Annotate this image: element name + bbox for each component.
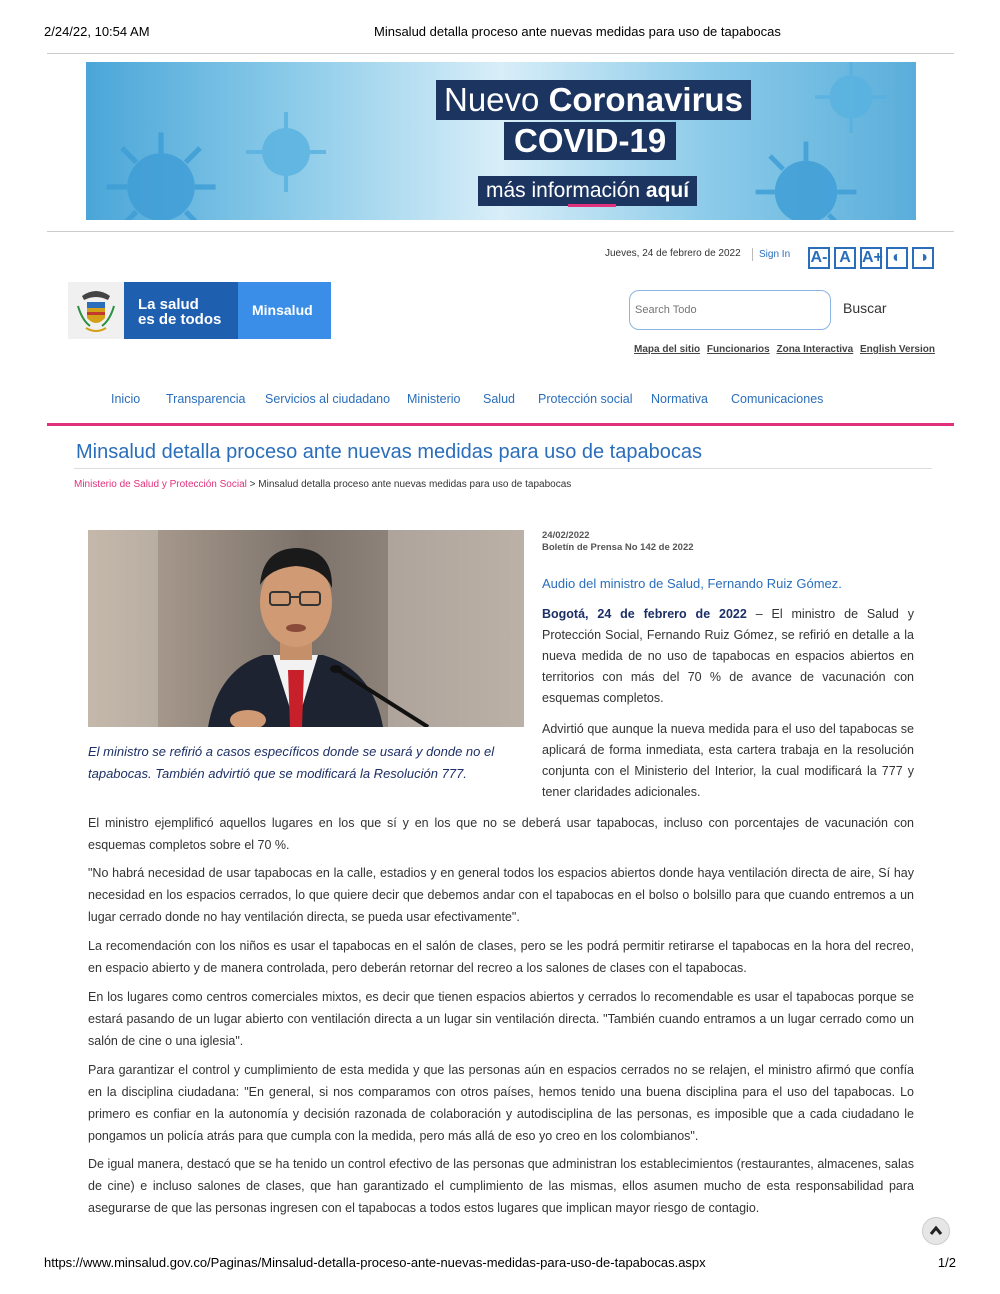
paragraph-3: El ministro ejemplificó aquellos lugares en los que sí y en los que no se deberá usar tapabocas, incluso con porcentajes de vacunación con esquemas completos sobre el 70 %. (88, 816, 914, 852)
nav-item-proteccion-social[interactable]: Protección social (538, 392, 633, 406)
chevron-up-icon[interactable] (922, 1217, 950, 1245)
logo-tagline-line-2: es de todos (138, 311, 222, 328)
print-url: https://www.minsalud.gov.co/Paginas/Minsalud-detalla-proceso-ante-nuevas-medidas-para-uso-de-tapabocas.aspx (44, 1255, 706, 1270)
audio-link[interactable]: Audio del ministro de Salud, Fernando Ruiz Gómez. (542, 576, 842, 591)
header-divider (47, 53, 954, 54)
site-logo[interactable] (68, 282, 331, 339)
virus-illustration (746, 132, 866, 220)
font-decrease-button[interactable]: A- (808, 247, 830, 269)
contrast-low-button[interactable]: ◐ (886, 247, 908, 269)
nav-item-salud[interactable]: Salud (483, 392, 515, 406)
page-title: Minsalud detalla proceso ante nuevas medidas para uso de tapabocas (76, 441, 702, 463)
font-normal-button[interactable]: A (834, 247, 856, 269)
contrast-high-button[interactable]: ◑ (912, 247, 934, 269)
nav-item-inicio[interactable]: Inicio (111, 392, 141, 406)
banner-line-3-b: aquí (645, 179, 690, 202)
nav-item-normativa[interactable]: Normativa (651, 392, 708, 406)
site-map-link[interactable]: Mapa del sitio (634, 344, 701, 355)
search-button[interactable]: Buscar (843, 300, 887, 316)
print-header (44, 24, 956, 40)
banner-underline (568, 204, 616, 207)
paragraph-7: Para garantizar el control y cumplimiento de esta medida y que las personas aún en espacios cerrados no se relajen, el ministro afirmó que confía en la disciplina ciudadana: "En general, si nos comparamos con otros países, hemos tenido una buena disciplina para el uso del tapabocas. Lo primero es confiar en la autonomía y decisión razonada de colaboración y autodisciplina de las personas, es imposible que a cada ciudadano le pongamos un policía atrás para que cumpla con la medida, pero más allá de eso yo creo en los colombianos". (88, 1063, 914, 1143)
article-bulletin: Boletín de Prensa No 142 de 2022 (542, 542, 694, 553)
print-page-number: 1/2 (937, 1255, 956, 1270)
virus-illustration (806, 62, 896, 142)
sign-in-link[interactable]: Sign In (759, 249, 791, 260)
breadcrumb (74, 479, 571, 490)
title-divider (74, 468, 932, 469)
lead-text: – El ministro de Salud y Protección Social, Fernando Ruiz Gómez, se refirió en detalle a la nueva medida de no uso de tapabocas en espacios abiertos en territorios con más del 70 % de avance de vacunación con esquemas completos. (542, 607, 914, 705)
staff-link[interactable]: Funcionarios (706, 344, 770, 355)
lead-paragraph (542, 604, 914, 709)
nav-item-servicios[interactable]: Servicios al ciudadano (265, 392, 391, 406)
banner-line-1-a: Nuevo (444, 81, 540, 118)
current-date: Jueves, 24 de febrero de 2022 (605, 248, 741, 259)
article-meta (542, 530, 694, 554)
font-increase-button[interactable]: A+ (860, 247, 882, 269)
breadcrumb-current: Minsalud detalla proceso ante nuevas medidas para uso de tapabocas (258, 479, 572, 490)
lead-dateline: Bogotá, 24 de febrero de 2022 (542, 607, 747, 621)
nav-item-transparencia[interactable]: Transparencia (166, 392, 246, 406)
logo-brand: Minsalud (238, 282, 331, 339)
english-version-link[interactable]: English Version (859, 344, 935, 355)
virus-illustration (96, 122, 226, 220)
photo-caption: El ministro se refirió a casos específicos donde se usará y donde no el tapabocas. También advirtió que se modificará la Resolución 777. (88, 744, 495, 781)
logo-tagline-line-1: La salud (138, 296, 199, 313)
banner-line-1 (436, 80, 751, 120)
print-page-title: Minsalud detalla proceso ante nuevas medidas para uso de tapabocas (374, 24, 781, 39)
utility-links (634, 344, 939, 355)
banner-divider (47, 231, 954, 232)
breadcrumb-separator: > (246, 479, 259, 490)
virus-illustration (236, 102, 336, 202)
article-photo (88, 530, 524, 727)
banner-line-3-a: más información (486, 179, 641, 202)
print-timestamp: 2/24/22, 10:54 AM (44, 24, 150, 39)
nav-divider (47, 423, 954, 426)
nav-item-comunicaciones[interactable]: Comunicaciones (731, 392, 824, 406)
search-input[interactable] (629, 290, 831, 330)
banner-line-1-b: Coronavirus (548, 81, 743, 118)
paragraph-4: "No habrá necesidad de usar tapabocas en la calle, estadios y en general todos los espacios abiertos donde haya ventilación directa de aire, Sí hay necesidad en los espacios cerrados, lo que quiere decir que debemos andar con el tapabocas en el bolso o bolsillo para que cuando entremos a un lugar cerrado donde no hay ventilación directa, se pueda usar efectivamente". (88, 866, 914, 924)
utility-separator (752, 248, 753, 261)
paragraph-6: En los lugares como centros comerciales mixtos, es decir que tienen espacios abiertos y cerrados lo recomendable es usar el tapabocas porque se estará pasando de un lugar abierto con ventilación directa a un lugar sin ventilación directa. "También cuando entramos a un lugar cerrado como un salón de cine o una iglesia". (88, 990, 914, 1048)
coat-of-arms-icon (68, 282, 124, 339)
banner-line-3 (478, 176, 697, 206)
breadcrumb-home-link[interactable]: Ministerio de Salud y Protección Social (74, 479, 247, 490)
paragraph-5: La recomendación con los niños es usar el tapabocas en el salón de clases, pero se les podrá permitir retirarse el tapabocas en la hora del recreo, en espacio abierto y de manera controlada, pero deberán retornar del recreo a los salones de clases con el tapabocas. (88, 939, 914, 975)
interactive-zone-link[interactable]: Zona Interactiva (776, 344, 854, 355)
nav-item-ministerio[interactable]: Ministerio (407, 392, 461, 406)
paragraph-2: Advirtió que aunque la nueva medida para el uso del tapabocas se aplicará de forma inmediata, esta cartera trabaja en la resolución conjunta con el Ministerio del Interior, la cual modificará la 777 y tener claridades adicionales. (542, 722, 914, 799)
article-date: 24/02/2022 (542, 530, 590, 541)
logo-tagline (124, 282, 238, 339)
covid-banner[interactable] (86, 62, 916, 220)
banner-line-2: COVID-19 (504, 122, 676, 160)
paragraph-8: De igual manera, destacó que se ha tenido un control efectivo de las personas que administran los establecimientos (restaurantes, almacenes, salas de cine) e incluso salones de clases, que han garantizado el cumplimiento de las mismas, ellos asumen mucho de esta responsabilidad para asegurarse de que las personas ingresen con el tapabocas a todos estos lugares que implican mayor riesgo de contagio. (88, 1157, 914, 1215)
